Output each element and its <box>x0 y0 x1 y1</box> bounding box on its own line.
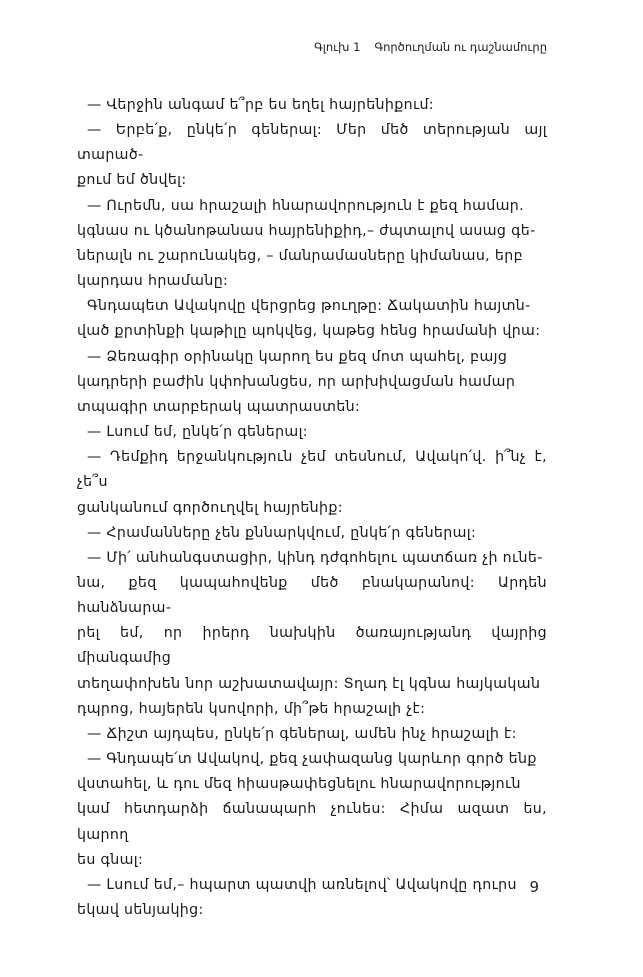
text-line: — Լսում եմ, ընկե՛ր գեներալ: <box>87 424 308 441</box>
text-line: ներալն ու շարունակեց, – մանրամասները կիմանաս, երբ <box>77 247 523 264</box>
text-line: — Գնդապե՛տ Ավակով, քեզ չափազանց կարևոր գործ ենք <box>87 751 537 768</box>
text-line: տպագիր տարբերակ պատրաստեն: <box>77 398 361 415</box>
header-chapter: Գլուխ 1 <box>314 40 361 54</box>
text-line: — Վերջին անգամ ե՞րբ ես եղել հայրենիքում: <box>87 97 434 113</box>
text-line: — Ձեռագիր օրինակը կարող ես քեզ մոտ պահել, բայց <box>87 348 508 365</box>
text-line: տեղափոխեն նոր աշխատավայր: Տղադ էլ կգնա հայկական <box>77 675 541 692</box>
text-line: քում եմ ծնվել: <box>77 172 187 189</box>
text-line: վստահել, և դու մեզ հիասթափեցնելու հնարավորություն <box>77 776 521 793</box>
text-line: դպրոց, հայերեն կսովորի, մի՞թե հրաշալի չէ: <box>77 700 426 717</box>
text-line: — Հրամանները չեն քննարկվում, ընկե՛ր գեներալ: <box>87 524 477 541</box>
text-line: կադրերի բաժին կփոխանցես, որ արխիվացման համար <box>77 373 516 390</box>
text-line: — Լսում եմ,– հպարտ պատվի առնելով՝ Ավակովը դուրս <box>87 876 517 893</box>
header-title: Գործուղման ու դաշնամուրը <box>374 40 547 54</box>
text-line: Գնդապետ Ավակովը վերցրեց թուղթը: Ճակատին հայտն- <box>87 298 531 315</box>
text-line: — Երբե՛ք, ընկե՛ր գեներալ: Մեր մեծ տերության այլ տարած- <box>77 122 547 164</box>
text-line: — Մի՛ անհանգստացիր, կինդ դժգոհելու պատճառ չի ունե- <box>87 549 543 566</box>
text-line: ված քրտինքի կաթիլը պոկվեց, կաթեց հենց հրամանի վրա: <box>77 323 541 340</box>
text-line: կգնաս ու կծանոթանաս հայրենիքիդ,– ժպտալով ասաց գե- <box>77 222 536 239</box>
running-header <box>314 40 547 54</box>
text-line: եկավ սենյակից: <box>77 902 204 918</box>
text-line: — Դեմքիդ երջանկություն չեմ տեսնում, Ավակո՛վ. ի՞նչ է, չե՞ս <box>77 449 547 491</box>
text-line: ցանկանում գործուղվել հայրենիք: <box>77 499 343 516</box>
text-line: նա, քեզ կապահովենք մեծ բնակարանով: Արդեն հանձնարա- <box>77 574 547 617</box>
text-line: — Ուրեմն, սա հրաշալի հնարավորություն է քեզ համար. <box>87 197 524 214</box>
text-line: կարդաս հրամանը: <box>77 273 229 290</box>
text-line: — Ճիշտ այդպես, ընկե՛ր գեներալ, ամեն ինչ հրաշալի է: <box>87 725 517 742</box>
text-line: ես գնալ: <box>77 851 144 868</box>
body-text <box>77 93 547 923</box>
text-line: րել եմ, որ իրերդ նախկին ծառայությանդ վայրից միանգամից <box>77 625 547 667</box>
page-number: 9 <box>529 878 539 896</box>
text-line: կամ հետդարձի ճանապարհ չունես: Հիմա ազատ ես, կարող <box>77 801 547 843</box>
